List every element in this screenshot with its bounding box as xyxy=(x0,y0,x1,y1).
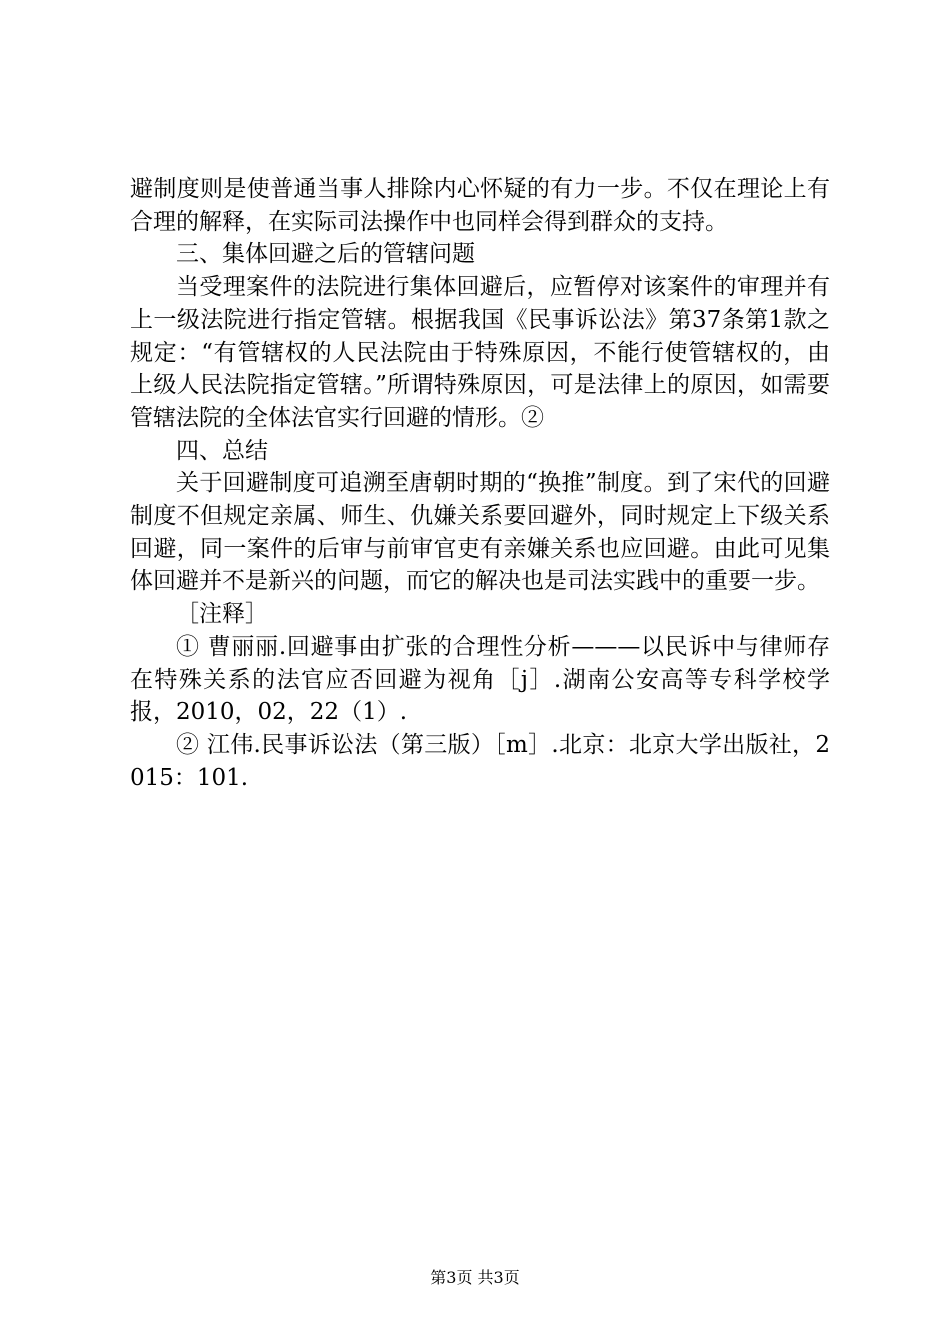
footnote-2: ② 江伟.民事诉讼法（第三版）［m］.北京：北京大学出版社，2015：101. xyxy=(130,731,830,791)
notes-heading: ［注释］ xyxy=(176,601,268,628)
section-heading-jurisdiction: 三、集体回避之后的管辖问题 xyxy=(176,241,475,268)
section-heading-summary: 四、总结 xyxy=(176,437,268,464)
paragraph-summary: 关于回避制度可追溯至唐朝时期的“换推”制度。到了宋代的回避制度不但规定亲属、师生、仇嫌关系要回避外，同时规定上下级关系回避，同一案件的后审与前审官吏有亲嫌关系也应回避。由此可见集体回避并不是新兴的问题，而它的解决也是司法实践中的重要一步。 xyxy=(130,470,830,595)
footnote-1: ① 曹丽丽.回避事由扩张的合理性分析———以民诉中与律师存在特殊关系的法官应否回避为视角［j］.湖南公安高等专科学校学报，2010，02，22（1）. xyxy=(130,633,830,726)
paragraph-continuation: 避制度则是使普通当事人排除内心怀疑的有力一步。不仅在理论上有合理的解释，在实际司法操作中也同样会得到群众的支持。 xyxy=(130,176,830,235)
paragraph-jurisdiction: 当受理案件的法院进行集体回避后，应暂停对该案件的审理并有上一级法院进行指定管辖。根据我国《民事诉讼法》第37条第1款之规定：“有管辖权的人民法院由于特殊原因，不能行使管辖权的，由上级人民法院指定管辖。”所谓特殊原因，可是法律上的原因，如需要管辖法院的全体法官实行回避的情形。② xyxy=(130,274,830,431)
page-number-footer: 第3页 共3页 xyxy=(430,1268,520,1287)
document-body xyxy=(130,173,830,794)
